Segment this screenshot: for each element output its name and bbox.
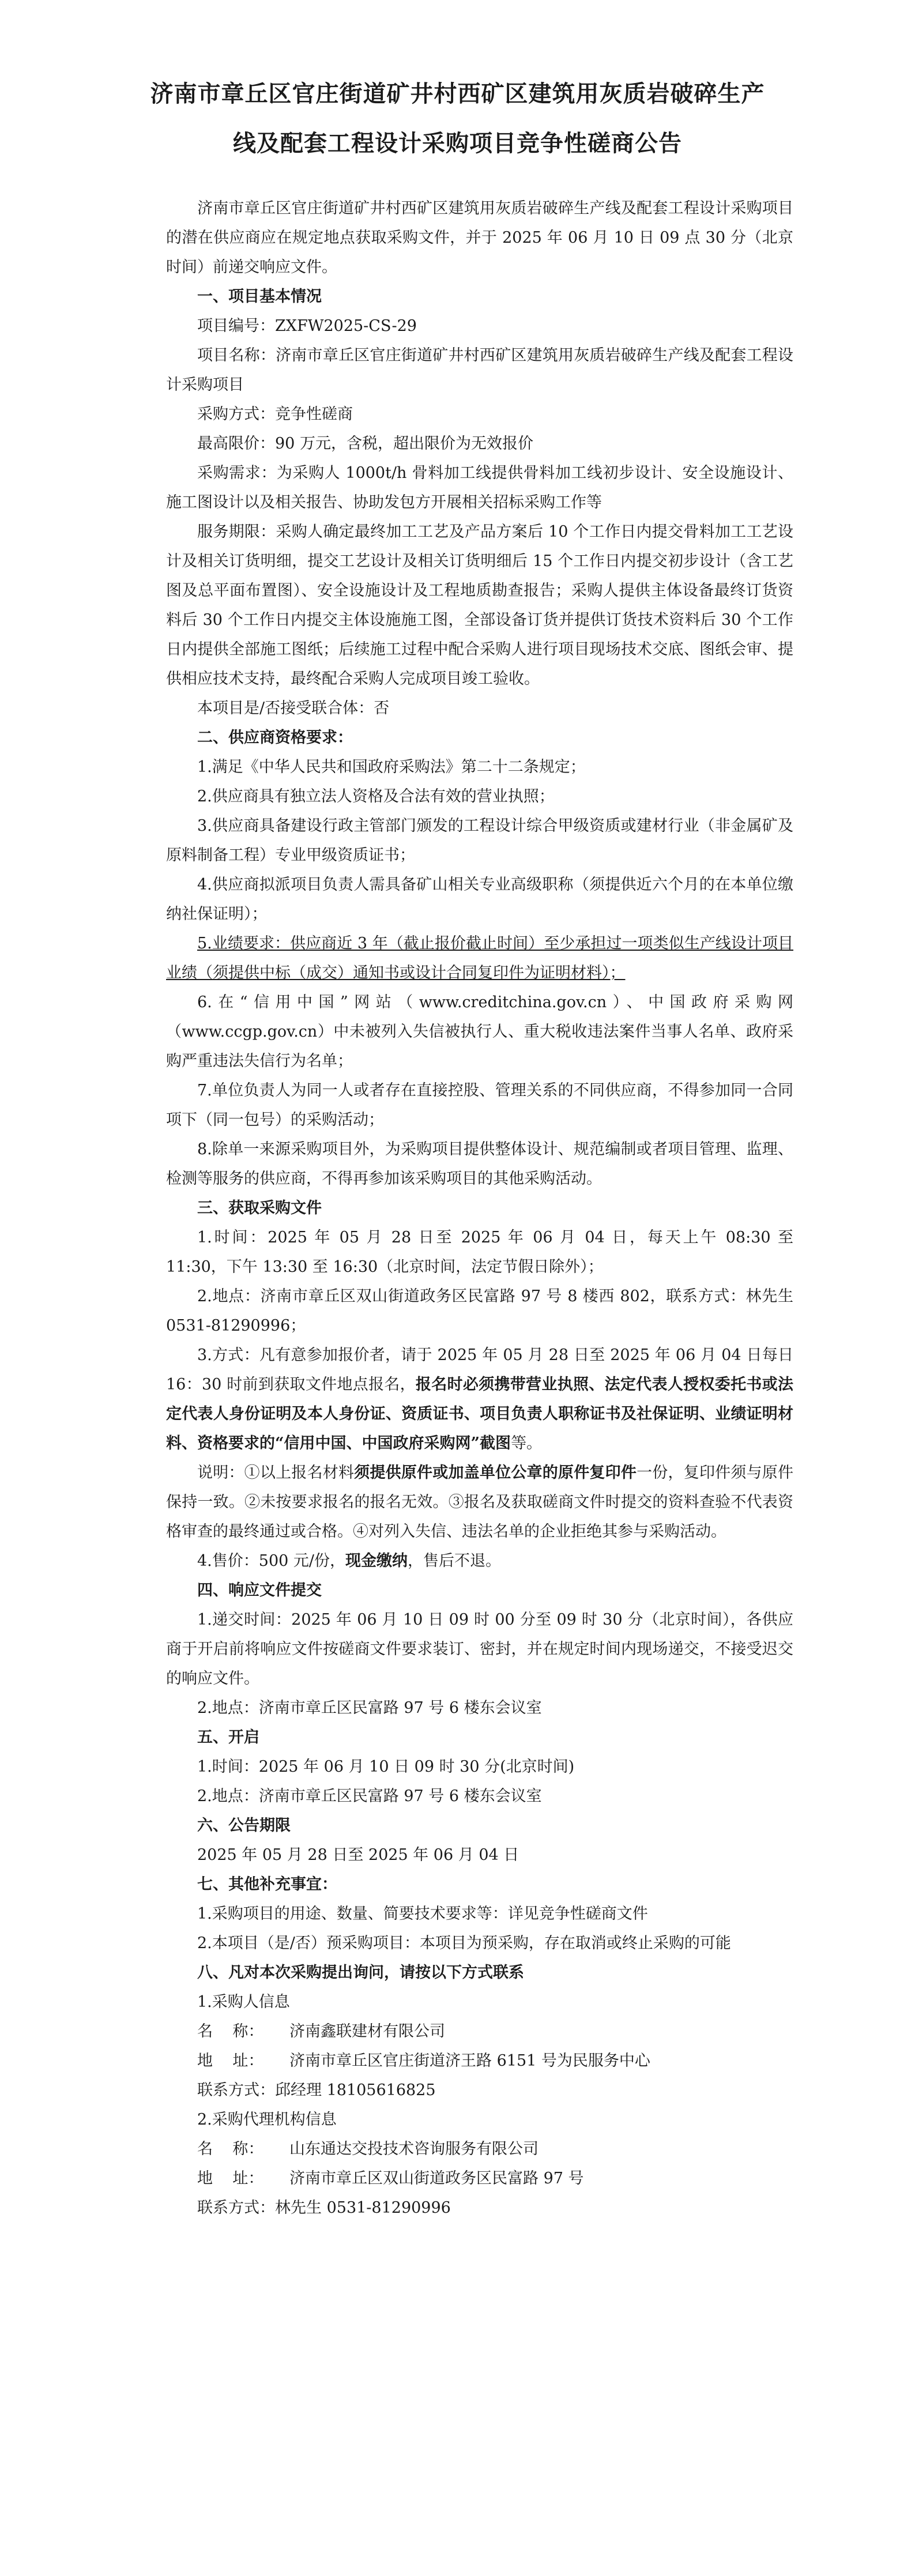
buyer-name bbox=[166, 2017, 793, 2046]
buyer-contact: 联系方式：邱经理 18105616825 bbox=[197, 2081, 436, 2099]
agent-address-value: 济南市章丘区双山街道政务区民富路 97 号 bbox=[289, 2170, 584, 2187]
document-way-text: 3.方式：凡有意参加报价者，请于 2025 年 05 月 28 日至 2025 年 06 月 04 日每日 16：30 时前到获取文件地点报名， bbox=[166, 1346, 793, 1394]
buyer-name-value: 济南鑫联建材有限公司 bbox=[289, 2023, 445, 2040]
buyer-address bbox=[166, 2046, 793, 2076]
project-name: 项目名称：济南市章丘区官庄街道矿井村西矿区建筑用灰质岩破碎生产线及配套工程设计采购项目 bbox=[166, 347, 793, 394]
agent-address-label: 地 址： bbox=[197, 2170, 264, 2187]
announcement-body bbox=[166, 194, 793, 2223]
notice-period: 2025 年 05 月 28 日至 2025 年 06 月 04 日 bbox=[197, 1846, 519, 1864]
agent-name bbox=[166, 2134, 793, 2164]
requirement-4: 4.供应商拟派项目负责人需具备矿山相关专业高级职称（须提供近六个月的在本单位缴纳社保证明）； bbox=[166, 876, 793, 923]
section-8-heading: 八、凡对本次采购提出询问，请按以下方式联系 bbox=[197, 1964, 524, 1982]
section-2-heading: 二、供应商资格要求： bbox=[197, 729, 353, 747]
document-way bbox=[166, 1340, 793, 1458]
opening-time: 1.时间：2025 年 06 月 10 日 09 时 30 分(北京时间) bbox=[197, 1758, 575, 1776]
requirement-3: 3.供应商具备建设行政主管部门颁发的工程设计综合甲级资质或建材行业（非金属矿及原料制备工程）专业甲级资质证书； bbox=[166, 817, 793, 864]
title-line-1: 济南市章丘区官庄街道矿井村西矿区建筑用灰质岩破碎生产 bbox=[150, 80, 765, 107]
document-price bbox=[166, 1546, 793, 1576]
buyer-address-label: 地 址： bbox=[197, 2052, 264, 2070]
procurement-demand: 采购需求：为采购人 1000t/h 骨料加工线提供骨料加工线初步设计、安全设施设计、施工图设计以及相关报告、协助发包方开展相关招标采购工作等 bbox=[166, 464, 793, 511]
document-note bbox=[166, 1458, 793, 1546]
document-price-end: ，售后不退。 bbox=[407, 1552, 501, 1570]
document-way-required: 报名时必须携带营业执照、法定代表人授权委托书或法定代表人身份证明及本人身份证、资质证书、项目负责人职称证书及社保证明、业绩证明材料、资格要求的“信用中国、中国政府采购网”截图 bbox=[166, 1376, 794, 1452]
document-note-rest: 一份，复印件须与原件保持一致。②未按要求报名的报名无效。③报名及获取磋商文件时提交的资料查验不代表资格审查的最终通过或合格。④对列入失信、违法名单的企业拒绝其参与采购活动。 bbox=[166, 1464, 794, 1541]
requirement-6: 6.在“信用中国”网站（www.creditchina.gov.cn）、中国政府采购网（www.ccgp.gov.cn）中未被列入失信被执行人、重大税收违法案件当事人名单、政府采购严重违法失信行为名单； bbox=[166, 993, 793, 1070]
submission-time: 1.递交时间：2025 年 06 月 10 日 09 时 00 分至 09 时 30 分（北京时间），各供应商于开启前将响应文件按磋商文件要求装订、密封，并在规定时间内现场递交，不接受迟交的响应文件。 bbox=[166, 1611, 793, 1688]
buyer-info-title: 1.采购人信息 bbox=[197, 1993, 290, 2011]
service-period: 服务期限：采购人确定最终加工工艺及产品方案后 10 个工作日内提交骨料加工工艺设计及相关订货明细，提交工艺设计及相关订货明细后 15 个工作日内提交初步设计（含工艺图及总平面布置图）、安全设施设计及工程地质勘查报告；采购人提供主体设备最终订货资料后 30 个工作日内提交主体设施施工图，全部设备订货并提供订货技术资料后 30 个工作日内提供全部施工图纸；后续施工过程中配合采购人进行项目现场技术交底、图纸会审、提供相应技术支持，最终配合采购人完成项目竣工验收。 bbox=[166, 523, 793, 688]
title-line-2: 线及配套工程设计采购项目竞争性磋商公告 bbox=[233, 130, 682, 157]
agent-address bbox=[166, 2164, 793, 2193]
intro-paragraph: 济南市章丘区官庄街道矿井村西矿区建筑用灰质岩破碎生产线及配套工程设计采购项目的潜在供应商应在规定地点获取采购文件，并于 2025 年 06 月 10 日 09 点 30 分（北京时间）前递交响应文件。 bbox=[166, 199, 793, 276]
page-title bbox=[127, 69, 788, 168]
opening-place: 2.地点：济南市章丘区民富路 97 号 6 楼东会议室 bbox=[197, 1787, 542, 1805]
document-price-start: 4.售价：500 元/份， bbox=[197, 1552, 345, 1570]
consortium-note: 本项目是/否接受联合体：否 bbox=[197, 699, 390, 717]
document-note-start: 说明：①以上报名材料 bbox=[197, 1464, 355, 1482]
supplement-1: 1.采购项目的用途、数量、简要技术要求等：详见竞争性磋商文件 bbox=[197, 1905, 648, 1923]
max-price: 最高限价：90 万元，含税，超出限价为无效报价 bbox=[197, 435, 533, 453]
requirement-7: 7.单位负责人为同一人或者存在直接控股、管理关系的不同供应商，不得参加同一合同项下（同一包号）的采购活动； bbox=[166, 1082, 793, 1129]
supplement-2: 2.本项目（是/否）预采购项目：本项目为预采购，存在取消或终止采购的可能 bbox=[197, 1934, 731, 1952]
section-1-heading: 一、项目基本情况 bbox=[197, 288, 322, 306]
document-way-end: 等。 bbox=[511, 1434, 543, 1452]
section-5-heading: 五、开启 bbox=[197, 1728, 259, 1746]
section-6-heading: 六、公告期限 bbox=[197, 1817, 291, 1835]
requirement-2: 2.供应商具有独立法人资格及合法有效的营业执照； bbox=[197, 788, 555, 805]
document-place: 2.地点：济南市章丘区双山街道政务区民富路 97 号 8 楼西 802，联系方式：林先生 0531-81290996； bbox=[166, 1287, 793, 1335]
requirement-5: 5.业绩要求：供应商近 3 年（截止报价截止时间）至少承担过一项类似生产线设计项目业绩（须提供中标（成交）通知书或设计合同复印件为证明材料）； bbox=[166, 935, 793, 982]
requirement-1: 1.满足《中华人民共和国政府采购法》第二十二条规定； bbox=[197, 758, 586, 776]
agent-name-label: 名 称： bbox=[197, 2140, 264, 2158]
agent-name-value: 山东通达交投技术咨询服务有限公司 bbox=[289, 2140, 539, 2158]
requirement-8: 8.除单一来源采购项目外，为采购项目提供整体设计、规范编制或者项目管理、监理、检测等服务的供应商，不得再参加该采购项目的其他采购活动。 bbox=[166, 1140, 793, 1188]
submission-place: 2.地点：济南市章丘区民富路 97 号 6 楼东会议室 bbox=[197, 1699, 542, 1717]
agent-info-title: 2.采购代理机构信息 bbox=[197, 2111, 337, 2129]
agent-contact: 联系方式：林先生 0531-81290996 bbox=[197, 2199, 451, 2217]
section-4-heading: 四、响应文件提交 bbox=[197, 1581, 322, 1599]
section-3-heading: 三、获取采购文件 bbox=[197, 1199, 322, 1217]
document-time: 1.时间：2025 年 05 月 28 日至 2025 年 06 月 04 日，每天上午 08:30 至 11:30，下午 13:30 至 16:30（北京时间，法定节假日除外）； bbox=[166, 1229, 793, 1276]
buyer-name-label: 名 称： bbox=[197, 2023, 264, 2040]
buyer-address-value: 济南市章丘区官庄街道济王路 6151 号为民服务中心 bbox=[289, 2052, 650, 2070]
document-note-bold: 须提供原件或加盖单位公章的原件复印件 bbox=[354, 1464, 637, 1482]
section-7-heading: 七、其他补充事宜： bbox=[197, 1875, 337, 1893]
project-number: 项目编号：ZXFW2025-CS-29 bbox=[197, 317, 417, 335]
document-price-bold: 现金缴纳 bbox=[345, 1552, 408, 1570]
procurement-method: 采购方式：竞争性磋商 bbox=[197, 405, 353, 423]
